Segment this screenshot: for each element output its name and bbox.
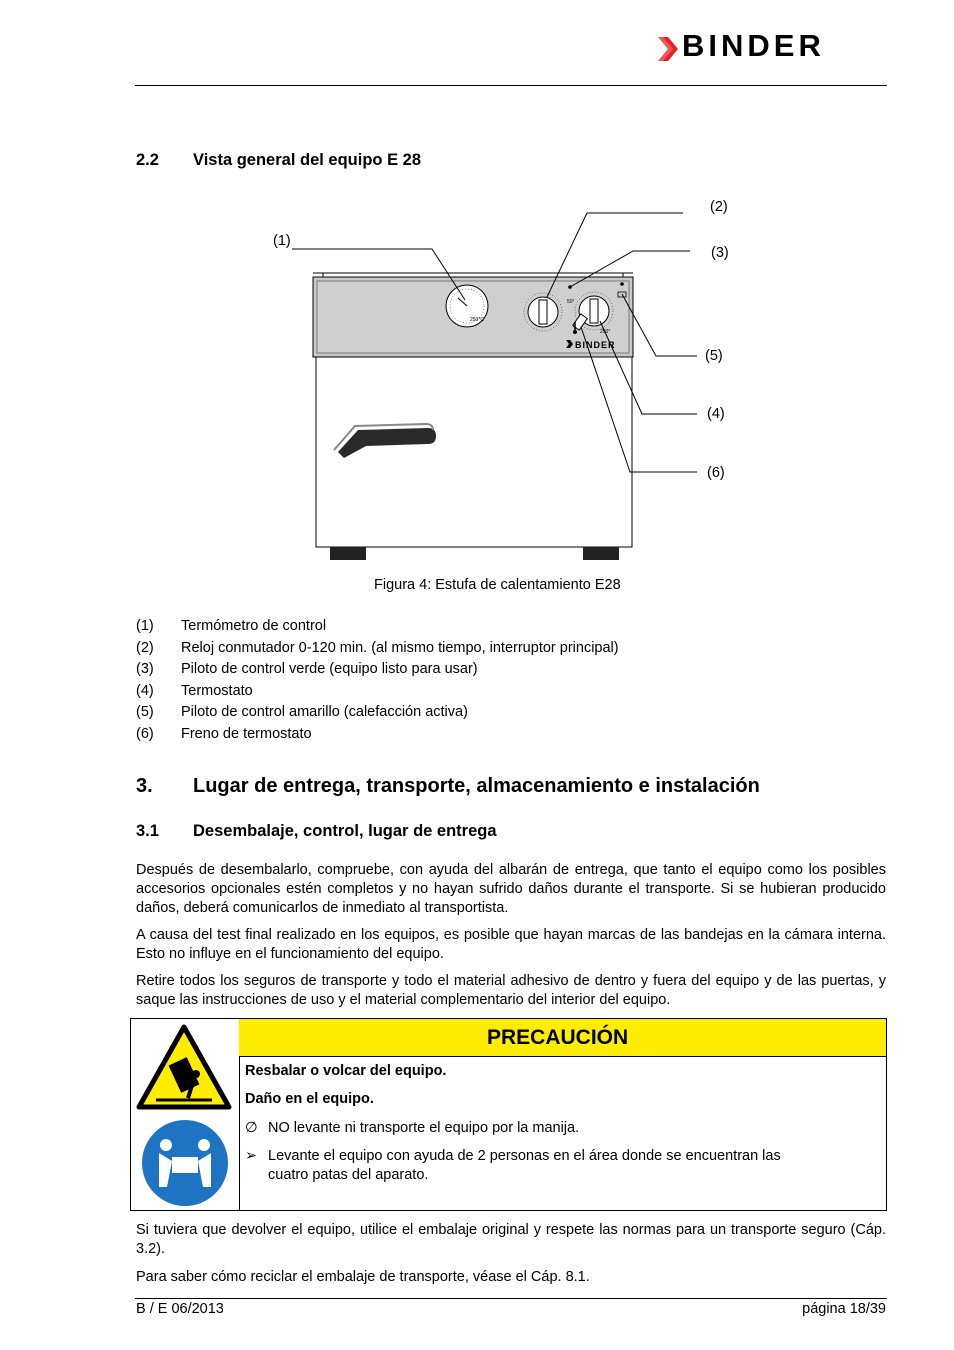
list-item: (4) Termostato: [136, 682, 253, 699]
caution-instruction-line-1: Levante el equipo con ayuda de 2 personas en el área donde se encuentran las: [268, 1148, 781, 1164]
list-item: (1) Termómetro de control: [136, 618, 327, 634]
caution-box: [130, 1018, 887, 1211]
instruction-arrow-icon: ➢: [245, 1148, 258, 1164]
dial-label-left: 50°: [567, 299, 575, 305]
oven-figure: [260, 195, 740, 567]
caution-prohibition-row: [245, 1120, 580, 1136]
list-item: (2) Reloj conmutador 0-120 min. (al mismo tiempo, interruptor principal): [136, 639, 619, 656]
callout-4: (4): [707, 406, 725, 422]
callout-2: (2): [710, 199, 728, 215]
chapter-number: 3.: [136, 775, 153, 797]
section-number: 3.1: [136, 822, 159, 840]
callout-1: (1): [273, 233, 291, 249]
callout-5: (5): [705, 348, 723, 364]
caution-instruction-row: [245, 1148, 781, 1164]
callout-6: (6): [707, 465, 725, 481]
prohibition-symbol-icon: ∅: [245, 1120, 258, 1136]
list-item: (5) Piloto de control amarillo (calefacción activa): [136, 704, 468, 721]
logo-text: BINDER: [682, 28, 825, 63]
two-person-lift-icon: [139, 1117, 231, 1209]
logo-arrow-icon: [656, 35, 680, 63]
chapter-title: Lugar de entrega, transporte, almacenamiento e instalación: [193, 775, 760, 797]
paragraph: Después de desembalarlo, compruebe, con ayuda del albarán de entrega, que tanto el equipo como los posibles accesorios opcionales estén completos y no hayan sufrido daños durante el transporte. Si se hubieran producido daños, deberá comunicarlos de inmediato al transportista.: [136, 862, 886, 916]
caution-prohibition: NO levante ni transporte el equipo por la manija.: [268, 1120, 580, 1136]
footer-left: B / E 06/2013: [136, 1301, 224, 1317]
paragraph: Para saber cómo reciclar el embalaje de transporte, véase el Cáp. 8.1.: [136, 1269, 590, 1285]
paragraph: Si tuviera que devolver el equipo, utilice el embalaje original y respete las normas para un transporte seguro (Cáp. 3.2).: [136, 1222, 886, 1257]
footer-rule: [135, 1298, 887, 1299]
caution-heading: PRECAUCIÓN: [239, 1019, 886, 1057]
section-heading-3-1: [136, 822, 836, 842]
device-logo-text: BINDER: [575, 340, 616, 350]
list-item: (3) Piloto de control verde (equipo listo para usar): [136, 661, 478, 678]
figure-caption: Figura 4: Estufa de calentamiento E28: [374, 577, 621, 593]
thermometer-scale-label: 250°C: [470, 317, 484, 323]
caution-consequence: Daño en el equipo.: [245, 1091, 374, 1107]
caution-hazard: Resbalar o volcar del equipo.: [245, 1063, 447, 1079]
paragraph: A causa del test final realizado en los equipos, es posible que hayan marcas de las bandejas en la cámara interna. Esto no influye en el funcionamiento del equipo.: [136, 927, 886, 962]
section-title: Vista general del equipo E 28: [193, 151, 422, 169]
callout-3: (3): [711, 245, 729, 261]
chapter-heading-3: [136, 775, 886, 801]
paragraph: Retire todos los seguros de transporte y todo el material adhesivo de dentro y fuera del equipo y de las puertas, y saque las instrucciones de uso y el material complementario del interior del equipo.: [136, 973, 886, 1008]
footer-page-number: página 18/39: [802, 1301, 886, 1317]
binder-logo: [656, 28, 886, 64]
dial-label-right: 250°: [600, 329, 611, 335]
header-rule: [135, 85, 887, 86]
caution-icon-column: [131, 1019, 240, 1210]
list-item: (6) Freno de termostato: [136, 725, 312, 742]
section-heading-2-2: [136, 151, 836, 171]
section-title: Desembalaje, control, lugar de entrega: [193, 822, 497, 840]
figure-legend: [136, 618, 886, 748]
section-number: 2.2: [136, 151, 159, 169]
tipping-hazard-icon: [136, 1024, 232, 1110]
caution-instruction-line-2: cuatro patas del aparato.: [268, 1167, 429, 1183]
